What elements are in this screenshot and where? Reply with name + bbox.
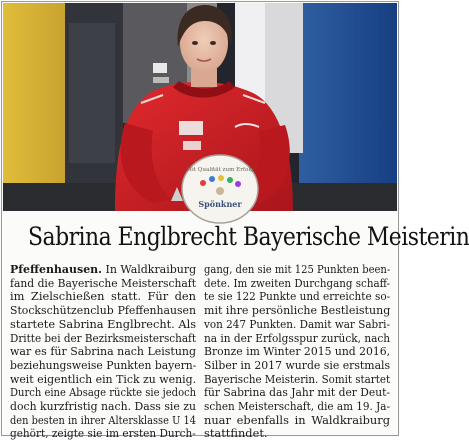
article-headline: Sabrina Englbrecht Bayerische Meisterin <box>28 222 469 252</box>
text-line-content: na in der Erfolgsspur zurück, nach <box>204 330 391 345</box>
text-line <box>204 400 390 414</box>
text-line-content: Bayerische Meisterin. Somit startet <box>204 371 391 386</box>
text-line-content: fand die Bayerische Meisterschaft <box>10 275 197 290</box>
text-line <box>10 332 196 346</box>
text-line-content: Dritte bei der Bezirksmeisterschaft <box>10 330 197 345</box>
article-column-right <box>204 262 391 441</box>
text-line <box>10 400 196 414</box>
text-line <box>10 345 196 359</box>
text-line <box>10 318 196 332</box>
text-line <box>10 373 196 387</box>
text-line-content: beziehungsweise Punkten bayern- <box>10 357 197 372</box>
text-line-content: Silber in 2017 wurde sie erstmals <box>204 357 391 372</box>
text-line <box>10 359 196 373</box>
text-line <box>204 373 390 387</box>
text-line <box>204 427 390 441</box>
text-line <box>10 263 196 277</box>
text-line-content: für Sabrina das Jahr mit der Deut- <box>204 385 391 400</box>
shirt-logo-left <box>179 121 203 135</box>
text-line-content: im Zielschießen statt. Für den <box>10 289 196 304</box>
text-line-content: In Waldkraiburg <box>105 262 197 276</box>
text-line-content: mit ihre persönliche Bestleistung <box>204 303 391 318</box>
photo-illustration <box>3 3 397 211</box>
text-line <box>204 414 390 428</box>
text-line <box>10 304 196 318</box>
text-line <box>204 277 390 291</box>
text-line-content: nuar ebenfalls in Waldkraiburg <box>204 412 390 427</box>
text-line-content: schen Meisterschaft, die am 19. Ja- <box>204 399 391 414</box>
text-line <box>204 318 390 332</box>
dateline: Pfeffenhausen. <box>10 262 102 276</box>
text-line <box>10 427 196 441</box>
text-line-content: dete. Im zweiten Durchgang schaff- <box>204 275 390 290</box>
text-line <box>204 386 390 400</box>
plate-text-bottom: Spönkner <box>198 199 242 209</box>
text-line <box>204 263 390 277</box>
text-line-content: startete Sabrina Englbrecht. Als <box>10 316 197 331</box>
text-line <box>204 359 390 373</box>
text-line-content: von 247 Punkten. Damit war Sabri- <box>204 316 391 331</box>
text-line <box>204 304 390 318</box>
text-line <box>10 386 196 400</box>
plate-text-top: Mit Qualität zum Erfolg <box>186 167 254 173</box>
text-line-content: te sie 122 Punkte und erreichte so- <box>204 289 391 304</box>
article-column-left <box>10 262 197 441</box>
yellow-flag-shape <box>3 3 65 211</box>
text-line-content: den besten in ihrer Altersklasse U 14 <box>10 412 196 427</box>
text-line <box>10 290 196 304</box>
text-line-content: Stockschützenclub Pfeffenhausen <box>10 303 196 318</box>
text-line <box>10 414 196 428</box>
text-line-content: war es für Sabrina nach Leistung <box>10 344 196 359</box>
text-line-content: Bronze im Winter 2015 und 2016, <box>204 344 391 359</box>
text-line <box>204 332 390 346</box>
text-line-content: doch kurzfristig nach. Dass sie zu <box>10 399 196 414</box>
text-line-content: gehört, zeigte sie im ersten Durch- <box>10 426 196 441</box>
text-line <box>204 345 390 359</box>
text-line-content: stattfindet. <box>204 426 268 441</box>
text-line-content: Durch eine Absage rückte sie jedoch <box>10 385 197 400</box>
text-line <box>204 290 390 304</box>
article-photo <box>3 3 397 211</box>
text-line-content: weit eigentlich ein Tick zu wenig. <box>10 371 197 386</box>
blue-flag-shape <box>299 3 397 211</box>
text-line-content: gang, den sie mit 125 Punkten been- <box>204 262 391 276</box>
text-line <box>10 277 196 291</box>
